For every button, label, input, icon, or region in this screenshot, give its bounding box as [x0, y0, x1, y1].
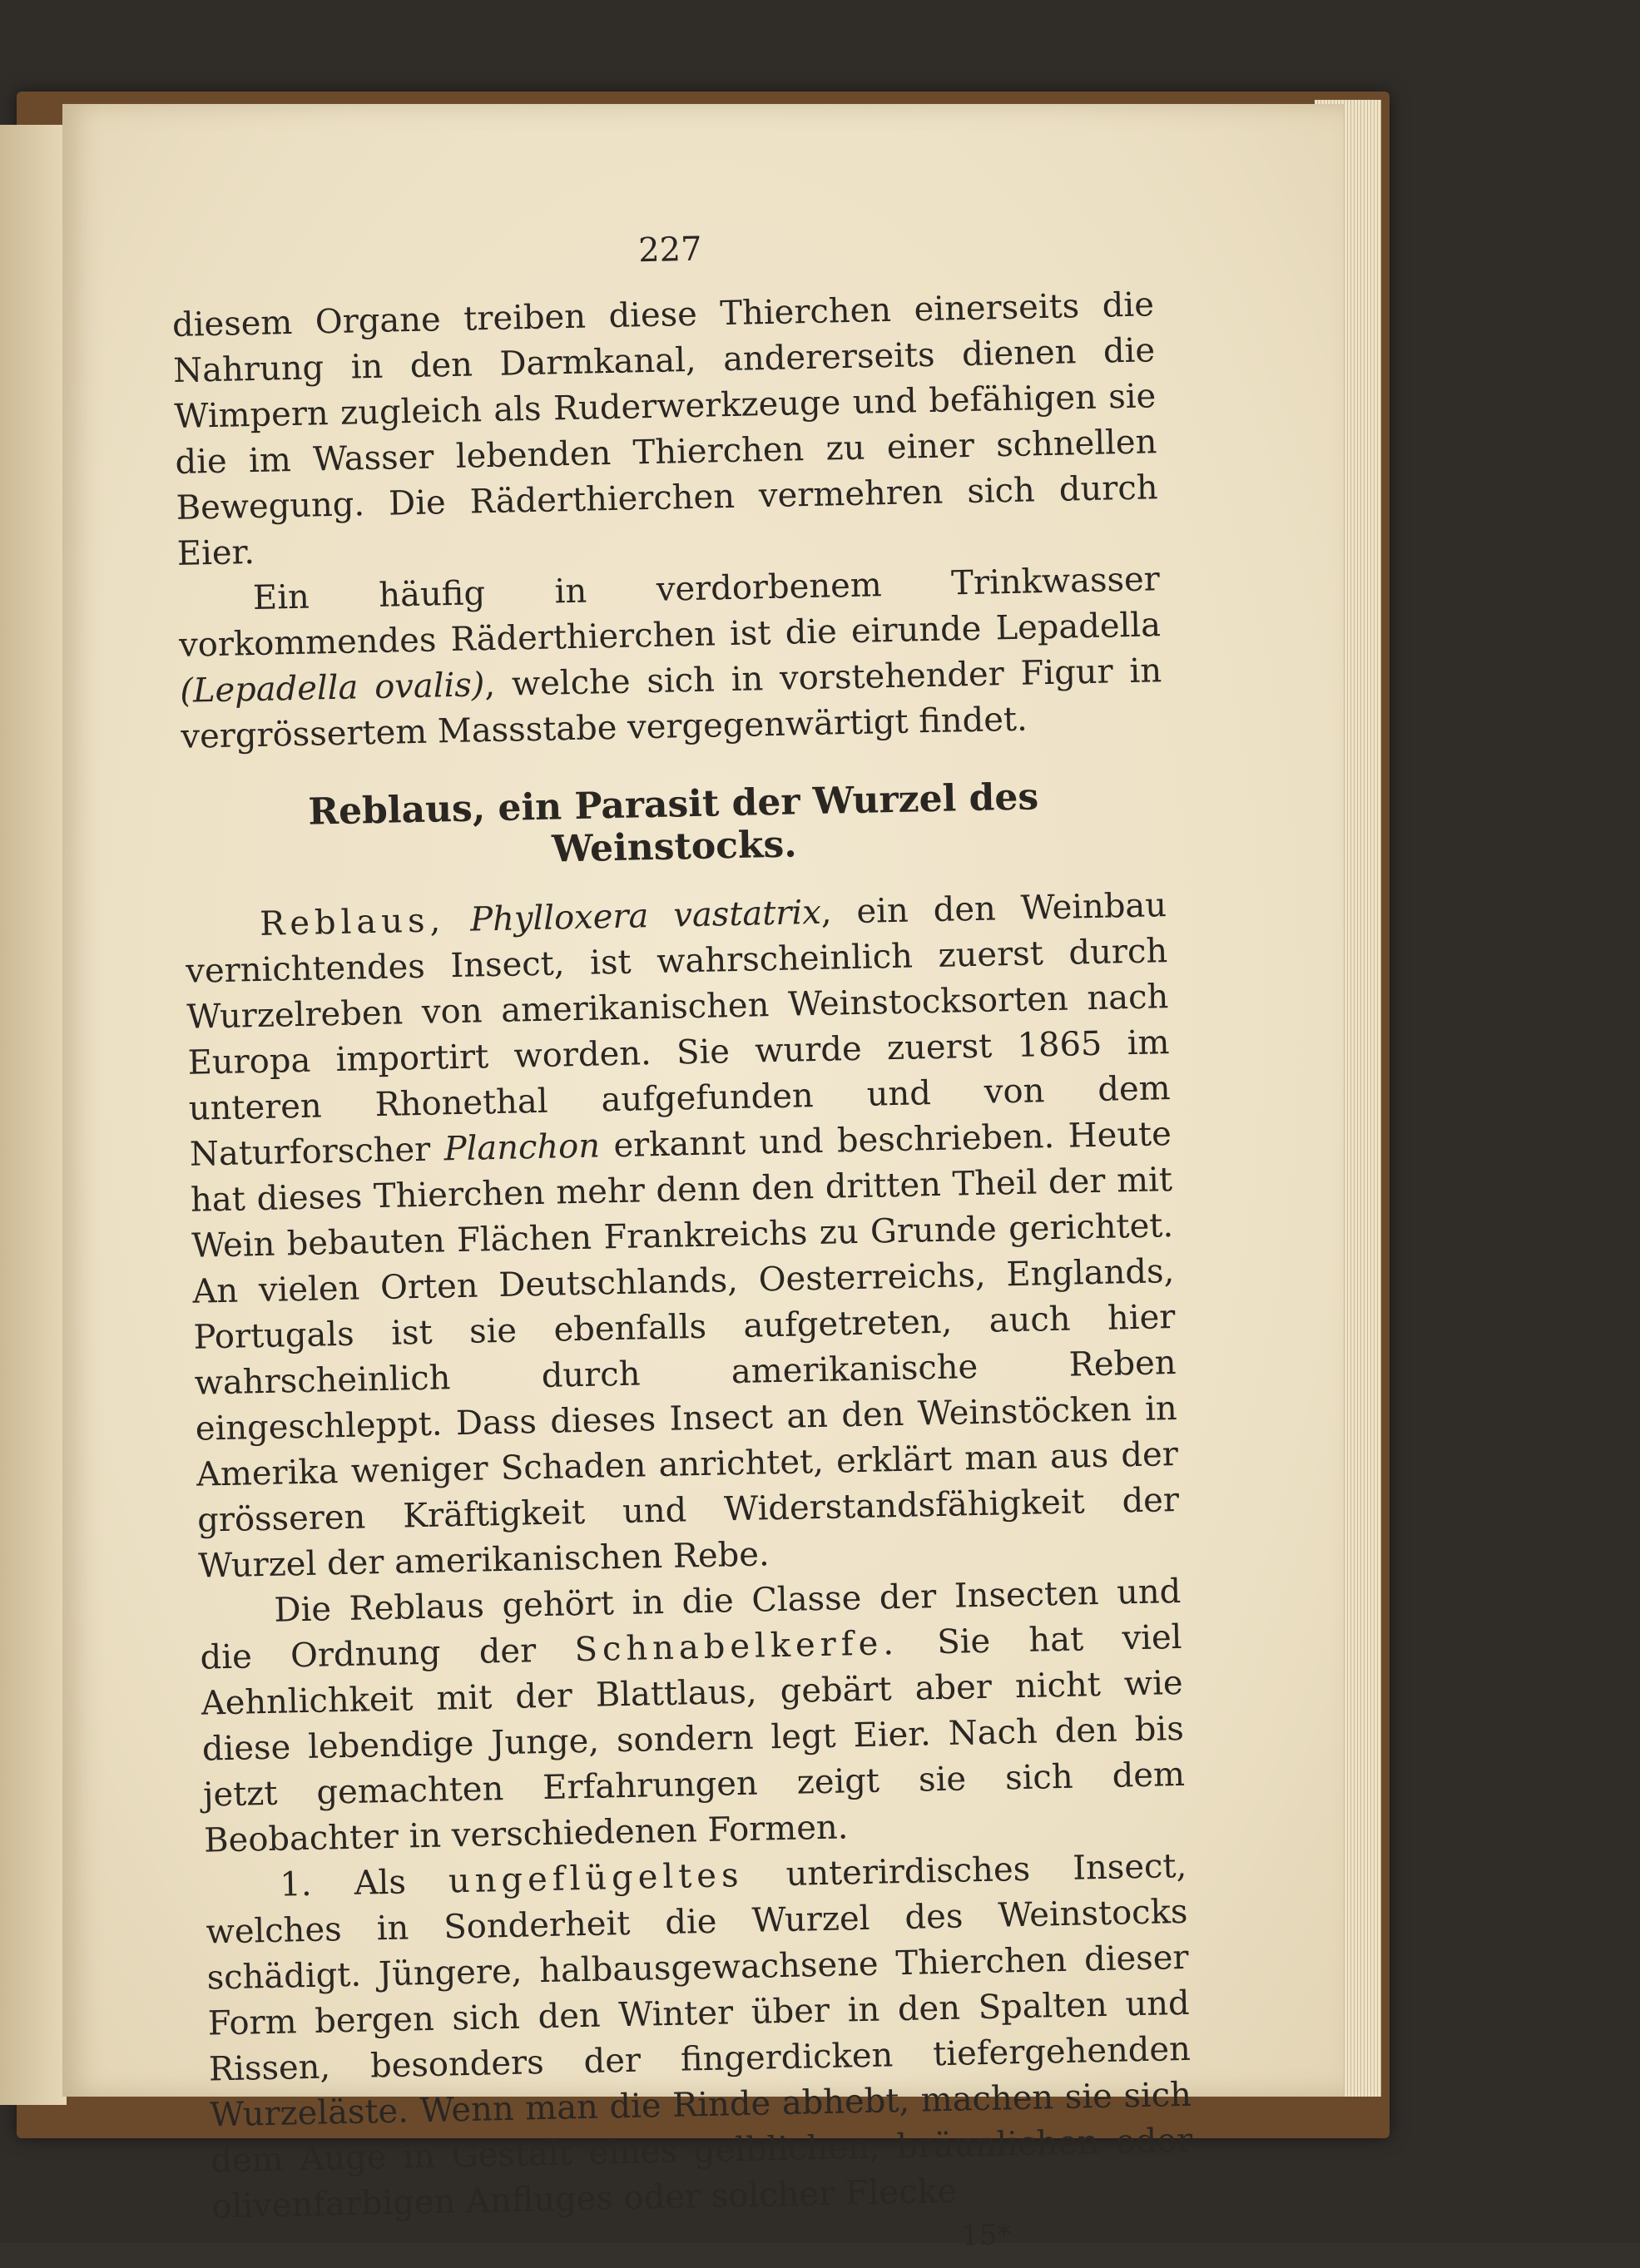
paragraph-3-latin: Phylloxera vastatrix: [469, 893, 822, 939]
paragraph-2-before: Ein häufig in verdorbenem Trinkwasser vorkommendes Räderthierchen ist die eirunde Lepadella: [178, 560, 1162, 665]
paragraph-2-after: , welche sich in vorstehender Figur in vergrössertem Massstabe vergegenwärtigt findet.: [181, 651, 1162, 756]
paragraph-3-name: Planchon: [443, 1127, 601, 1169]
paragraph-5-after: unterirdisches Insect, welches in Sonderheit die Wurzel des Weinstocks schädigt. Jüngere, halbausgewachsene Thierchen dieser Form bergen sich den Winter über in den Spalten und Rissen, besonders der fingerdicken tiefergehenden Wurzeläste. Wenn man die Rinde abhebt, machen sie sich dem Auge in Gestalt eines gelblichen, bräunlichen oder olivenfarbigen Anfluges oder solcher Flecke: [206, 1846, 1193, 2226]
paragraph-3: [185, 883, 1181, 1590]
paragraph-4: [199, 1569, 1187, 1864]
paragraph-5-before: 1. Als: [279, 1862, 449, 1904]
left-page-edge: [0, 125, 67, 2105]
paragraph-2-latin: (Lepadella ovalis): [179, 666, 485, 711]
page-text: [171, 220, 1195, 2268]
section-heading: Reblaus, ein Parasit der Wurzel des Weinstocks.: [307, 775, 1039, 871]
paragraph-3-part2: erkannt und beschrieben. Heute hat dieses Thierchen mehr denn den dritten Theil der mit Wein bebauten Flächen Frankreichs zu Grunde gerichtet. An vielen Orten Deutschlands, Oesterreichs, Englands, Portugals ist sie ebenfalls aufgetreten, auch hier wahrscheinlich durch amerikanische Reben eingeschleppt. Dass dieses Insect an den Weinstöcken in Amerika weniger Schaden anrichtet, erklärt man aus der grösseren Kräftigkeit und Widerstandsfähigkeit der Wurzel der amerikanischen Rebe.: [190, 1115, 1180, 1586]
paragraph-4-before: Die Reblaus gehört in die Classe der Insecten und die Ordnung der: [200, 1572, 1182, 1677]
paragraph-3-spaced: Reblaus,: [259, 901, 446, 943]
paragraph-5: [205, 1844, 1194, 2231]
paragraph-5-spaced: ungeflügeltes: [448, 1856, 744, 1901]
signature-mark: 15*: [960, 2218, 1012, 2253]
paragraph-4-spaced: Schnabelkerfe.: [574, 1624, 899, 1670]
paragraph-1-text: diesem Organe treiben diese Thierchen einerseits die Nahrung in den Darmkanal, andererseits dienen die Wimpern zugleich als Ruderwerkzeuge und befähigen sie die im Wasser lebenden Thierchen zu einer schnellen Bewegung. Die Räderthierchen vermehren sich durch Eier.: [171, 285, 1158, 573]
page-number: 227: [637, 230, 702, 270]
paragraph-2: [177, 557, 1162, 760]
paragraph-4-after: Sie hat viel Aehnlichkeit mit der Blattlaus, gebärt aber nicht wie diese lebendige Junge, sondern legt Eier. Nach den bis jetzt gemachten Erfahrungen zeigt sie sich dem Beobachter in verschiedenen Formen.: [201, 1617, 1186, 1860]
paragraph-3-part1: , ein den Weinbau vernichtendes Insect, ist wahrscheinlich zuerst durch Wurzelreben von amerikanischen Weinstocksorten nach Europa importirt worden. Sie wurde zuerst 1865 im unteren Rhonethal aufgefunden und von dem Naturforscher: [185, 886, 1172, 1174]
paragraph-1: [172, 282, 1160, 577]
